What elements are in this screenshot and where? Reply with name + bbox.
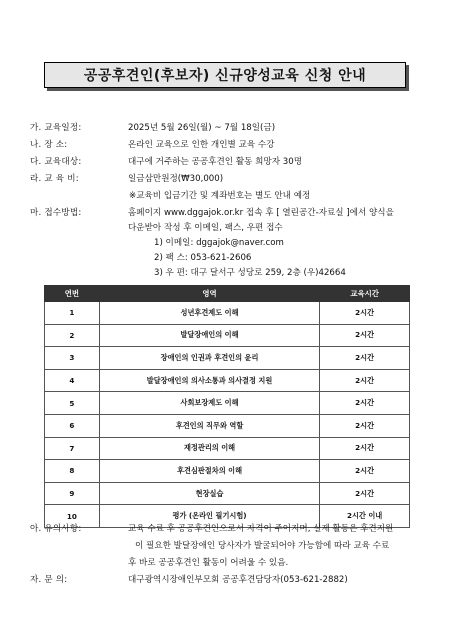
row-number: 9 xyxy=(45,482,100,505)
info-value: 일금삼만원정(₩30,000) xyxy=(128,174,224,184)
row-number: 2 xyxy=(45,324,100,347)
row-subject: 재정관리의 이해 xyxy=(99,437,319,460)
row-number: 1 xyxy=(45,302,100,325)
document-title: 공공후견인(후보자) 신규양성교육 신청 안내 xyxy=(83,68,367,84)
row-hours: 2시간 xyxy=(320,460,410,483)
row-number: 3 xyxy=(45,347,100,370)
info-value: 2025년 5월 26일(월) ~ 7월 18일(금) xyxy=(128,123,276,133)
course-table xyxy=(44,285,410,528)
row-number: 7 xyxy=(45,437,100,460)
info-label: 나. 장 소: xyxy=(30,140,68,150)
row-hours: 2시간 xyxy=(320,414,410,437)
row-subject: 후견인의 직무와 역할 xyxy=(99,414,319,437)
row-hours: 2시간 xyxy=(320,437,410,460)
contact xyxy=(30,574,348,586)
info-label: 다. 교육대상: xyxy=(30,157,82,167)
info-schedule xyxy=(30,122,275,134)
table-row xyxy=(45,392,410,415)
info-label: 자. 문 의: xyxy=(30,575,68,585)
table-header-row xyxy=(45,286,410,302)
table-row xyxy=(45,302,410,325)
table-row xyxy=(45,460,410,483)
row-subject: 현장실습 xyxy=(99,482,319,505)
apply-post: 3) 우 편: 대구 달서구 성당로 259, 2층 (우)42664 xyxy=(154,268,346,278)
header-hours: 교육시간 xyxy=(320,286,410,302)
contact-value: 대구광역시장애인부모회 공공후견담당자(053-621-2882) xyxy=(128,575,348,585)
apply-email: 1) 이메일: dggajok@naver.com xyxy=(154,238,284,248)
row-subject: 발달장애인의 의사소통과 의사결정 지원 xyxy=(99,369,319,392)
table-row xyxy=(45,324,410,347)
row-number: 8 xyxy=(45,460,100,483)
row-number: 10 xyxy=(45,505,100,528)
row-subject: 사회보장제도 이해 xyxy=(99,392,319,415)
table-row xyxy=(45,347,410,370)
apply-fax: 2) 팩 스: 053-621-2606 xyxy=(154,253,252,263)
row-subject: 성년후견제도 이해 xyxy=(99,302,319,325)
apply-line-2: 다운받아 작성 후 이메일, 팩스, 우편 접수 xyxy=(128,223,283,233)
info-value: 온라인 교육으로 인한 개인별 교육 수강 xyxy=(128,140,275,150)
table-row xyxy=(45,414,410,437)
table-row xyxy=(45,437,410,460)
row-hours: 2시간 xyxy=(320,392,410,415)
row-subject: 장애인의 인권과 후견인의 윤리 xyxy=(99,347,319,370)
row-subject: 후견심판절차의 이해 xyxy=(99,460,319,483)
apply-method xyxy=(30,207,394,219)
row-hours: 2시간 xyxy=(320,369,410,392)
row-hours: 2시간 xyxy=(320,302,410,325)
apply-line-1: 홈페이지 www.dggajok.or.kr 접속 후 [ 열린공간-자료실 ]에서 양식을 xyxy=(128,208,394,218)
info-fee xyxy=(30,173,223,185)
row-hours: 2시간 xyxy=(320,324,410,347)
row-number: 5 xyxy=(45,392,100,415)
row-subject: 발달장애인의 이해 xyxy=(99,324,319,347)
info-label: 아. 유의사항: xyxy=(30,524,82,534)
fee-note: ※교육비 입금기간 및 계좌번호는 별도 안내 예정 xyxy=(129,191,311,201)
table-row xyxy=(45,369,410,392)
info-target xyxy=(30,156,302,168)
header-subject: 영역 xyxy=(99,286,319,302)
row-subject: 평가 (온라인 필기시험) xyxy=(99,505,319,528)
caution-line-2: 이 필요한 발달장애인 당사자가 발굴되어야 가능함에 따라 교육 수료 xyxy=(135,541,390,551)
info-label: 마. 접수방법: xyxy=(30,208,82,218)
caution xyxy=(30,523,393,535)
info-value: 대구에 거주하는 공공후견인 활동 희망자 30명 xyxy=(128,157,303,167)
header-no: 연번 xyxy=(45,286,100,302)
table-row xyxy=(45,482,410,505)
info-place xyxy=(30,139,274,151)
row-hours: 2시간 xyxy=(320,482,410,505)
row-number: 4 xyxy=(45,369,100,392)
caution-line-1: 교육 수료 후 공공후견인으로서 자격이 주어지며, 실제 활동은 후견지원 xyxy=(128,524,394,534)
row-hours: 2시간 xyxy=(320,347,410,370)
info-label: 가. 교육일정: xyxy=(30,123,82,133)
caution-line-3: 후 바로 공공후견인 활동이 어려울 수 있음. xyxy=(128,558,289,568)
row-hours: 2시간 이내 xyxy=(320,505,410,528)
row-number: 6 xyxy=(45,414,100,437)
info-label: 라. 교 육 비: xyxy=(30,174,79,184)
document-title-box xyxy=(44,62,406,88)
